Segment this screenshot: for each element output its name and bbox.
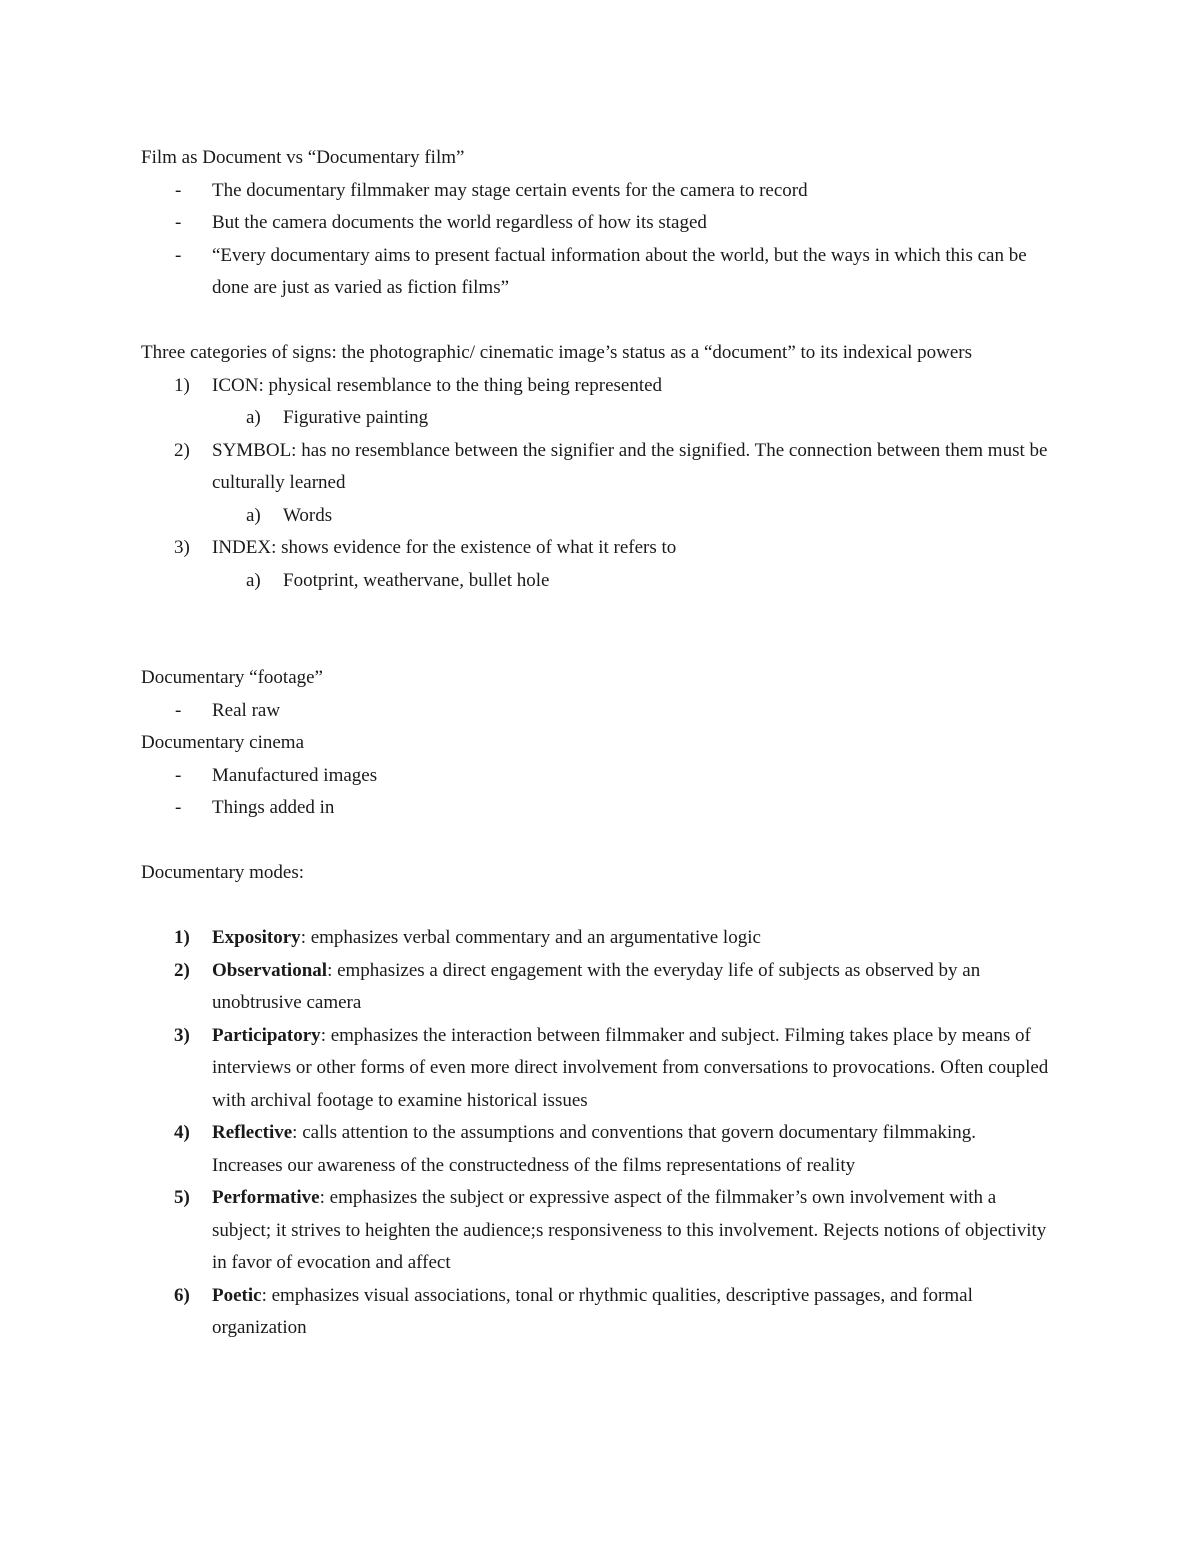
sub-list-item bbox=[141, 402, 1051, 435]
list-item bbox=[141, 922, 1051, 955]
number-marker: 2) bbox=[174, 439, 190, 461]
list-item bbox=[141, 175, 1051, 208]
number-marker: 1) bbox=[174, 374, 190, 396]
heading-categories-of-signs: Three categories of signs: the photographic/ cinematic image’s status as a “document” to its indexical powers bbox=[141, 342, 972, 363]
mode-description: : emphasizes verbal commentary and an argumentative logic bbox=[300, 927, 761, 948]
list-item bbox=[141, 792, 1051, 825]
list-item bbox=[141, 240, 1051, 305]
dash-marker: - bbox=[175, 212, 182, 233]
number-marker: 6) bbox=[174, 1284, 190, 1306]
list-item bbox=[141, 370, 1051, 403]
list-item-text: SYMBOL: has no resemblance between the signifier and the signified. The connection between them must be culturally learned bbox=[212, 439, 1048, 493]
mode-term: Reflective bbox=[212, 1122, 293, 1143]
number-marker: 3) bbox=[174, 537, 190, 558]
mode-term: Poetic bbox=[212, 1284, 262, 1306]
list-item-text: INDEX: shows evidence for the existence of what it refers to bbox=[212, 537, 677, 558]
mode-term: Participatory bbox=[212, 1024, 321, 1046]
sub-list-item bbox=[141, 500, 1051, 533]
heading-documentary-cinema: Documentary cinema bbox=[141, 732, 305, 753]
sub-list-item bbox=[141, 565, 1051, 598]
list-item bbox=[141, 695, 1051, 728]
list-item-text: The documentary filmmaker may stage certain events for the camera to record bbox=[212, 179, 808, 201]
letter-marker: a) bbox=[246, 407, 261, 428]
list-item bbox=[141, 1020, 1051, 1118]
document-page bbox=[141, 142, 1051, 1345]
heading-film-as-document: Film as Document vs “Documentary film” bbox=[141, 147, 465, 168]
heading-documentary-modes: Documentary modes: bbox=[141, 862, 305, 883]
mode-description: : emphasizes the interaction between filmmaker and subject. Filming takes place by means of interviews or other forms of even more direct involvement from conversations to provocations. Often coupled with archival footage to examine historical issues bbox=[212, 1024, 1049, 1111]
number-marker: 2) bbox=[174, 959, 190, 981]
mode-description: : emphasizes visual associations, tonal or rhythmic qualities, descriptive passages, and formal organization bbox=[212, 1284, 973, 1338]
list-item bbox=[141, 532, 1051, 565]
list-item-text: Real raw bbox=[212, 699, 281, 721]
number-marker: 1) bbox=[174, 927, 190, 948]
sub-list-item-text: Figurative painting bbox=[283, 407, 429, 428]
letter-marker: a) bbox=[246, 569, 261, 591]
mode-term: Performative bbox=[212, 1187, 320, 1208]
list-item bbox=[141, 1182, 1051, 1280]
dash-marker: - bbox=[175, 764, 182, 786]
list-item bbox=[141, 760, 1051, 793]
mode-description: : emphasizes a direct engagement with the everyday life of subjects as observed by an unobtrusive camera bbox=[212, 959, 981, 1013]
number-marker: 4) bbox=[174, 1122, 190, 1143]
list-item-text: Things added in bbox=[212, 797, 335, 818]
list-item-text: “Every documentary aims to present factual information about the world, but the ways in which this can be done are just as varied as fiction films” bbox=[212, 244, 1027, 298]
list-item-text: But the camera documents the world regardless of how its staged bbox=[212, 212, 707, 233]
heading-documentary-footage: Documentary “footage” bbox=[141, 667, 323, 688]
mode-description: : calls attention to the assumptions and conventions that govern documentary filmmaking. Increases our awareness of the constructedness of the films representations of reality bbox=[212, 1122, 977, 1176]
mode-description: : emphasizes the subject or expressive aspect of the filmmaker’s own involvement with a subject; it strives to heighten the audience;s responsiveness to this involvement. Rejects notions of objectivity in favor of evocation and affect bbox=[212, 1187, 1047, 1273]
mode-term: Expository bbox=[212, 927, 301, 948]
sub-list-item-text: Words bbox=[283, 504, 333, 526]
sub-list-item-text: Footprint, weathervane, bullet hole bbox=[283, 569, 550, 591]
list-item bbox=[141, 1117, 1051, 1182]
number-marker: 3) bbox=[174, 1024, 190, 1046]
list-item bbox=[141, 955, 1051, 1020]
dash-marker: - bbox=[175, 179, 182, 201]
list-item-text: ICON: physical resemblance to the thing being represented bbox=[212, 374, 663, 396]
dash-marker: - bbox=[175, 699, 182, 721]
number-marker: 5) bbox=[174, 1187, 190, 1208]
mode-term: Observational bbox=[212, 959, 328, 981]
dash-marker: - bbox=[175, 797, 182, 818]
list-item bbox=[141, 207, 1051, 240]
list-item-text: Manufactured images bbox=[212, 764, 378, 786]
list-item bbox=[141, 435, 1051, 500]
list-item bbox=[141, 1280, 1051, 1345]
letter-marker: a) bbox=[246, 504, 261, 526]
dash-marker: - bbox=[175, 244, 182, 266]
